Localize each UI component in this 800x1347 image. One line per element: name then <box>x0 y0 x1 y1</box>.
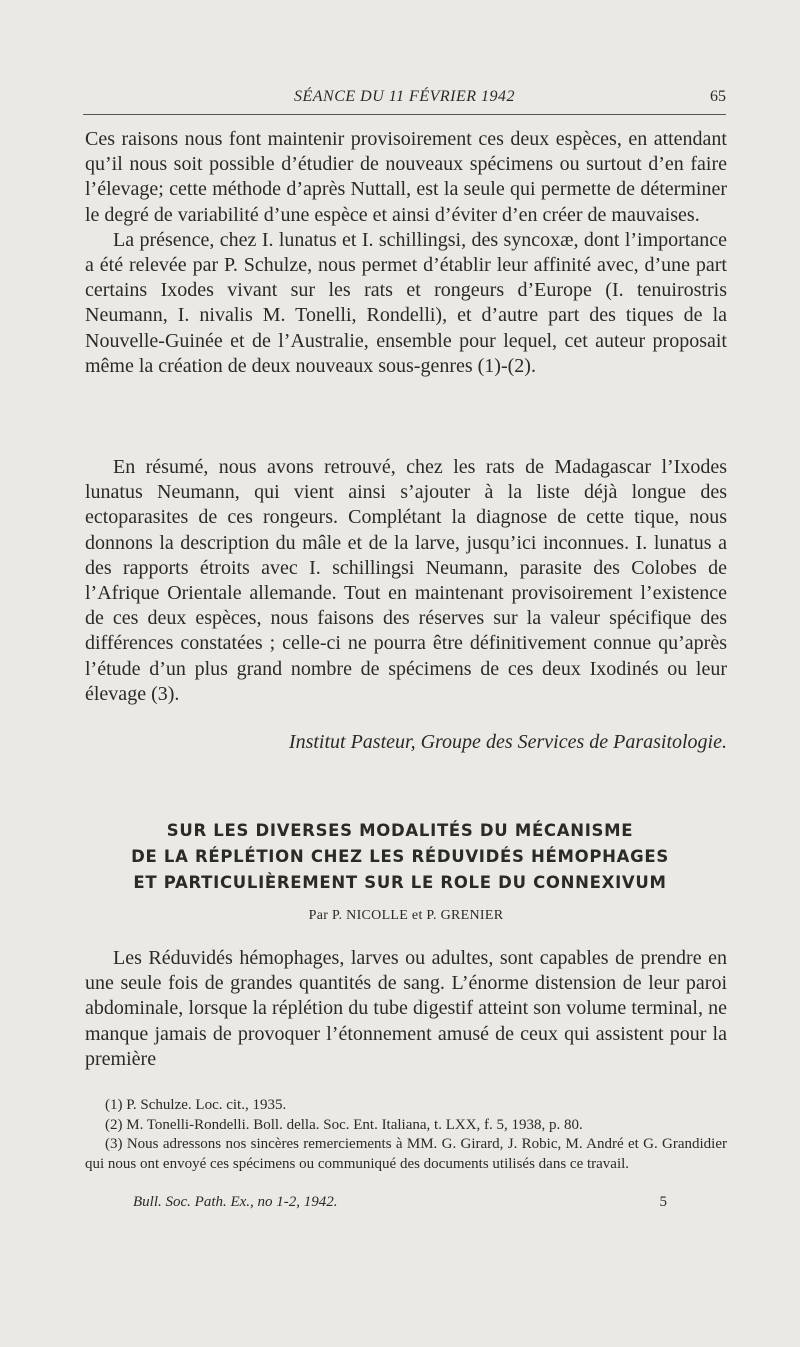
paragraph: En résumé, nous avons retrouvé, chez les rats de Madagascar l’Ixodes lunatus Neumann, qui vient ainsi s’ajouter à la liste déjà longue des ectoparasites de ces rongeurs. Complétant la diagnose de cette tique, nous donnons la description du mâle et de la larve, jusqu’ici inconnues. I. lunatus a des rapports étroits avec I. schillingsi Neumann, parasite des Colobes de l’Afrique Orientale allemande. Tout en maintenant provisoirement l’existence de ces deux espèces, nous faisons des réserves sur la valeur spécifique des différences constatées ; celle-ci ne pourra être définitivement connue qu’après l’étude d’un plus grand nombre de spécimens de ces deux Ixodinés ou leur élevage (3). <box>85 456 727 705</box>
paragraph: La présence, chez I. lunatus et I. schillingsi, des syncoxæ, dont l’importance a été relevée par P. Schulze, nous permet d’établir leur affinité avec, d’une part certains Ixodes vivant sur les rats et rongeurs d’Europe (I. tenuirostris Neumann, I. nivalis M. Tonelli, Rondelli), et d’autre part des tiques de la Nouvelle-Guinée et de l’Australie, ensemble pour lequel, cet auteur proposait même la création de deux nouveaux sous-genres (1)-(2). <box>85 228 727 377</box>
text-block-continuation <box>85 127 727 379</box>
footnote: (1) P. Schulze. Loc. cit., 1935. <box>105 1097 287 1113</box>
article-title-line: DE LA RÉPLÉTION CHEZ LES RÉDUVIDÉS HÉMOPHAGES <box>131 847 669 866</box>
page-number: 65 <box>710 88 726 105</box>
article-authors: Par P. NICOLLE et P. GRENIER <box>308 908 504 923</box>
running-title: SÉANCE DU 11 FÉVRIER 1942 <box>293 88 516 105</box>
paragraph: Les Réduvidés hémophages, larves ou adultes, sont capables de prendre en une seule fois de grandes quantités de sang. L’énorme distension de leur paroi abdominale, lorsque la réplétion du tube digestif atteint son volume terminal, ne manque jamais de provoquer l’étonnement amusé de ceux qui assistent pour la première <box>85 947 727 1070</box>
footnotes <box>85 1096 727 1174</box>
footnote: (3) Nous adressons nos sincères remerciements à MM. G. Girard, J. Robic, M. André et G. Grandidier qui nous ont envoyé ces spécimens ou communiqué des documents utilisés dans ce travail. <box>85 1136 727 1172</box>
text-block-summary <box>85 455 727 707</box>
article-title-line: SUR LES DIVERSES MODALITÉS DU MÉCANISME <box>166 821 634 840</box>
sheet-number: 5 <box>659 1194 667 1210</box>
footnote: (2) M. Tonelli-Rondelli. Boll. della. Soc. Ent. Italiana, t. LXX, f. 5, 1938, p. 80. <box>105 1116 583 1133</box>
running-header <box>83 88 726 115</box>
journal-citation: Bull. Soc. Path. Ex., no 1-2, 1942. <box>133 1194 338 1210</box>
article-title <box>70 818 730 896</box>
article-title-line: ET PARTICULIÈREMENT SUR LE ROLE DU CONNEXIVUM <box>133 873 667 892</box>
paragraph: Ces raisons nous font maintenir provisoirement ces deux espèces, en attendant qu’il nous soit possible d’étudier de nouveaux spécimens ou surtout d’en faire l’élevage; cette méthode d’après Nuttall, est la seule qui permette de déterminer le degré de variabilité d’une espèce et ainsi d’éviter d’en créer de mauvaises. <box>85 128 727 226</box>
affiliation: Institut Pasteur, Groupe des Services de Parasitologie. <box>288 731 727 753</box>
text-block-article <box>85 946 727 1072</box>
